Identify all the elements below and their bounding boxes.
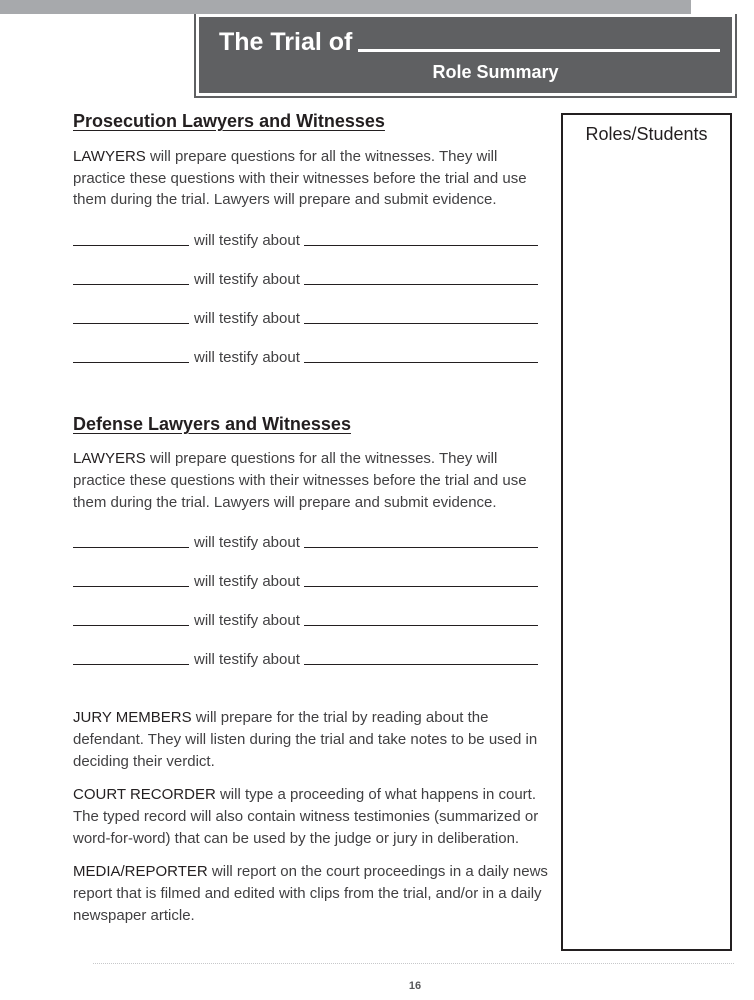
jury-text: will prepare for the trial by reading about the defendant. They will listen during the trial and take notes to be used in deciding their verdict. bbox=[73, 709, 538, 770]
prosecution-witness-list bbox=[73, 211, 553, 367]
roles-students-box[interactable] bbox=[561, 113, 732, 951]
testify-label: will testify about bbox=[194, 534, 300, 552]
media-text: will report on the court proceedings in a daily news report that is filmed and edited with clips from the trial, and/or in a daily newspaper article. bbox=[73, 863, 548, 924]
witness-name-blank[interactable] bbox=[73, 664, 189, 665]
defense-lawyers-lead: LAWYERS bbox=[73, 450, 146, 468]
witness-name-blank[interactable] bbox=[73, 586, 189, 587]
defense-lawyers-paragraph bbox=[73, 448, 553, 513]
header-banner-fill bbox=[199, 17, 732, 93]
testimony-topic-blank[interactable] bbox=[304, 625, 538, 626]
defense-witness-row bbox=[73, 513, 553, 552]
page-title bbox=[219, 23, 720, 57]
testimony-topic-blank[interactable] bbox=[304, 547, 538, 548]
prosecution-heading: Prosecution Lawyers and Witnesses bbox=[73, 111, 385, 131]
testimony-topic-blank[interactable] bbox=[304, 323, 538, 324]
prosecution-witness-row bbox=[73, 211, 553, 250]
court-recorder-text: will type a proceeding of what happens in court. The typed record will also contain witness testimonies (summarized or word-for-word) that can be used by the judge or jury in deliberation. bbox=[73, 786, 539, 847]
witness-name-blank[interactable] bbox=[73, 284, 189, 285]
prosecution-witness-row bbox=[73, 250, 553, 289]
prosecution-lawyers-lead: LAWYERS bbox=[73, 148, 146, 165]
main-content bbox=[73, 110, 553, 927]
prosecution-witness-row bbox=[73, 289, 553, 328]
top-decorative-strip bbox=[0, 0, 691, 14]
defense-lawyers-text: will prepare questions for all the witnesses. They will practice these questions with their witnesses before the trial and use them during the trial. Lawyers will prepare and submit evidence. bbox=[73, 450, 527, 511]
jury-paragraph bbox=[73, 707, 553, 772]
media-lead: MEDIA/REPORTER bbox=[73, 863, 208, 881]
page-subtitle: Role Summary bbox=[432, 62, 559, 82]
testify-label: will testify about bbox=[194, 573, 300, 591]
testify-label: will testify about bbox=[194, 612, 300, 630]
prosecution-lawyers-text: will prepare questions for all the witnesses. They will practice these questions with their witnesses before the trial and use them during the trial. Lawyers will prepare and submit evidence. bbox=[73, 148, 527, 209]
testify-label: will testify about bbox=[194, 271, 300, 289]
jury-lead: JURY MEMBERS bbox=[73, 709, 192, 727]
court-recorder-paragraph bbox=[73, 784, 553, 849]
testify-label: will testify about bbox=[194, 232, 300, 250]
testimony-topic-blank[interactable] bbox=[304, 362, 538, 363]
testify-label: will testify about bbox=[194, 310, 300, 328]
testimony-topic-blank[interactable] bbox=[304, 586, 538, 587]
court-recorder-lead: COURT RECORDER bbox=[73, 786, 216, 804]
witness-name-blank[interactable] bbox=[73, 245, 189, 246]
defense-heading: Defense Lawyers and Witnesses bbox=[73, 414, 351, 435]
witness-name-blank[interactable] bbox=[73, 547, 189, 548]
title-blank-line[interactable] bbox=[358, 49, 720, 52]
defense-witness-list bbox=[73, 513, 553, 669]
prosecution-witness-row bbox=[73, 328, 553, 367]
testimony-topic-blank[interactable] bbox=[304, 664, 538, 665]
header-banner bbox=[194, 14, 737, 98]
witness-name-blank[interactable] bbox=[73, 323, 189, 324]
defense-witness-row bbox=[73, 630, 553, 669]
witness-name-blank[interactable] bbox=[73, 625, 189, 626]
defense-witness-row bbox=[73, 591, 553, 630]
footer-divider bbox=[93, 963, 734, 964]
defense-witness-row bbox=[73, 552, 553, 591]
prosecution-lawyers-paragraph bbox=[73, 146, 553, 211]
roles-students-title: Roles/Students bbox=[585, 124, 708, 144]
testify-label: will testify about bbox=[194, 349, 300, 367]
page-number: 16 bbox=[408, 980, 422, 992]
testimony-topic-blank[interactable] bbox=[304, 284, 538, 285]
media-paragraph bbox=[73, 861, 553, 926]
witness-name-blank[interactable] bbox=[73, 362, 189, 363]
testify-label: will testify about bbox=[194, 651, 300, 669]
testimony-topic-blank[interactable] bbox=[304, 245, 538, 246]
page-title-text: The Trial of bbox=[219, 28, 353, 56]
